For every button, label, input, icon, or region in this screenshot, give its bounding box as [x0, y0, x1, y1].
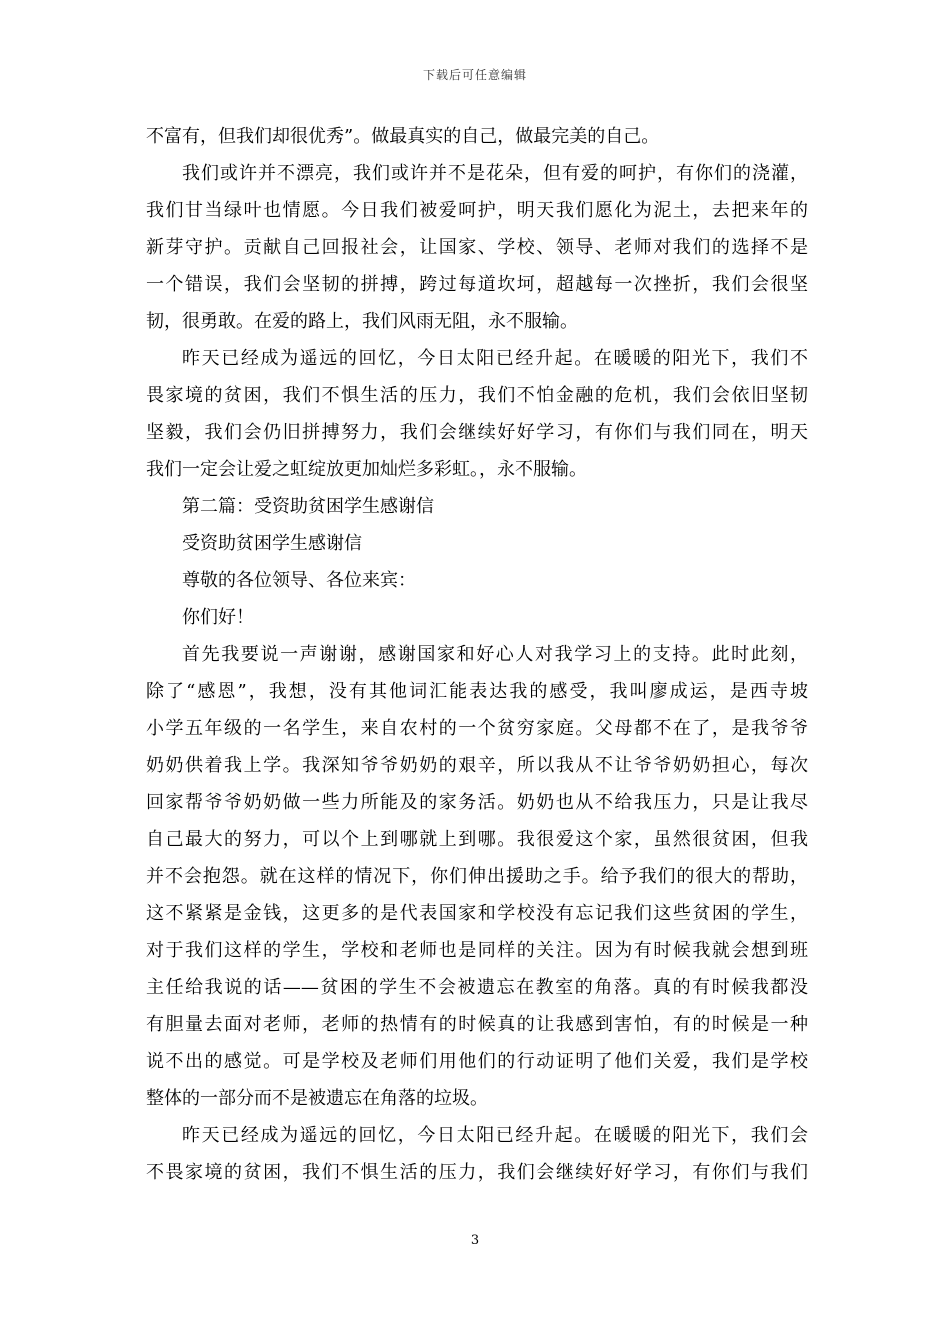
text-line: 除了“感恩”，我想，没有其他词汇能表达我的感受，我叫廖成运，是西寺坡 [146, 681, 808, 702]
text-line: 首先我要说一声谢谢，感谢国家和好心人对我学习上的支持。此时此刻， [182, 644, 808, 665]
text-line: 我们或许并不漂亮，我们或许并不是花朵，但有爱的呵护，有你们的浇灌， [182, 163, 808, 184]
text-line: 整体的一部分而不是被遗忘在角落的垃圾。 [146, 1088, 488, 1109]
text-line: 不富有，但我们却很优秀”。做最真实的自己，做最完美的自己。 [146, 126, 660, 147]
text-line: 受资助贫困学生感谢信 [182, 533, 362, 554]
text-line: 你们好！ [182, 607, 254, 628]
text-line: 有胆量去面对老师，老师的热情有的时候真的让我感到害怕，有的时候是一种 [146, 1014, 808, 1035]
text-line: 一个错误，我们会坚韧的拼搏，跨过每道坎坷，超越每一次挫折，我们会很坚 [146, 274, 808, 295]
text-line: 尊敬的各位领导、各位来宾： [182, 570, 416, 591]
text-line: 昨天已经成为遥远的回忆，今日太阳已经升起。在暖暖的阳光下，我们会 [182, 1125, 808, 1146]
text-line: 新芽守护。贡献自己回报社会，让国家、学校、领导、老师对我们的选择不是 [146, 237, 808, 258]
text-line: 主任给我说的话——贫困的学生不会被遗忘在教室的角落。真的有时候我都没 [146, 977, 808, 998]
text-line: 我们甘当绿叶也情愿。今日我们被爱呵护，明天我们愿化为泥土，去把来年的 [146, 200, 808, 221]
text-line: 这不紧紧是金钱，这更多的是代表国家和学校没有忘记我们这些贫困的学生， [146, 903, 808, 924]
text-line: 不畏家境的贫困，我们不惧生活的压力，我们会继续好好学习，有你们与我们 [146, 1162, 808, 1183]
text-line: 对于我们这样的学生，学校和老师也是同样的关注。因为有时候我就会想到班 [146, 940, 808, 961]
text-line: 回家帮爷爷奶奶做一些力所能及的家务活。奶奶也从不给我压力，只是让我尽 [146, 792, 808, 813]
text-line: 我们一定会让爱之虹绽放更加灿烂多彩虹。，永不服输。 [146, 459, 587, 480]
text-line: 小学五年级的一名学生，来自农村的一个贫穷家庭。父母都不在了，是我爷爷 [146, 718, 808, 739]
text-line: 奶奶供着我上学。我深知爷爷奶奶的艰辛，所以我从不让爷爷奶奶担心，每次 [146, 755, 808, 776]
text-line: 畏家境的贫困，我们不惧生活的压力，我们不怕金融的危机，我们会依旧坚韧 [146, 385, 808, 406]
document-body [146, 118, 808, 1191]
page-number: 3 [470, 1233, 480, 1248]
text-line: 坚毅，我们会仍旧拼搏努力，我们会继续好好学习，有你们与我们同在，明天 [146, 422, 808, 443]
text-line: 昨天已经成为遥远的回忆，今日太阳已经升起。在暖暖的阳光下，我们不 [182, 348, 808, 369]
text-line: 自己最大的努力，可以个上到哪就上到哪。我很爱这个家，虽然很贫困，但我 [146, 829, 808, 850]
text-line: 说不出的感觉。可是学校及老师们用他们的行动证明了他们关爱，我们是学校 [146, 1051, 808, 1072]
text-line: 韧，很勇敢。在爱的路上，我们风雨无阻，永不服输。 [146, 311, 578, 332]
page-header: 下载后可任意编辑 [422, 68, 527, 82]
text-line: 第二篇：受资助贫困学生感谢信 [182, 496, 434, 517]
text-line: 并不会抱怨。就在这样的情况下，你们伸出援助之手。给予我们的很大的帮助， [146, 866, 808, 887]
